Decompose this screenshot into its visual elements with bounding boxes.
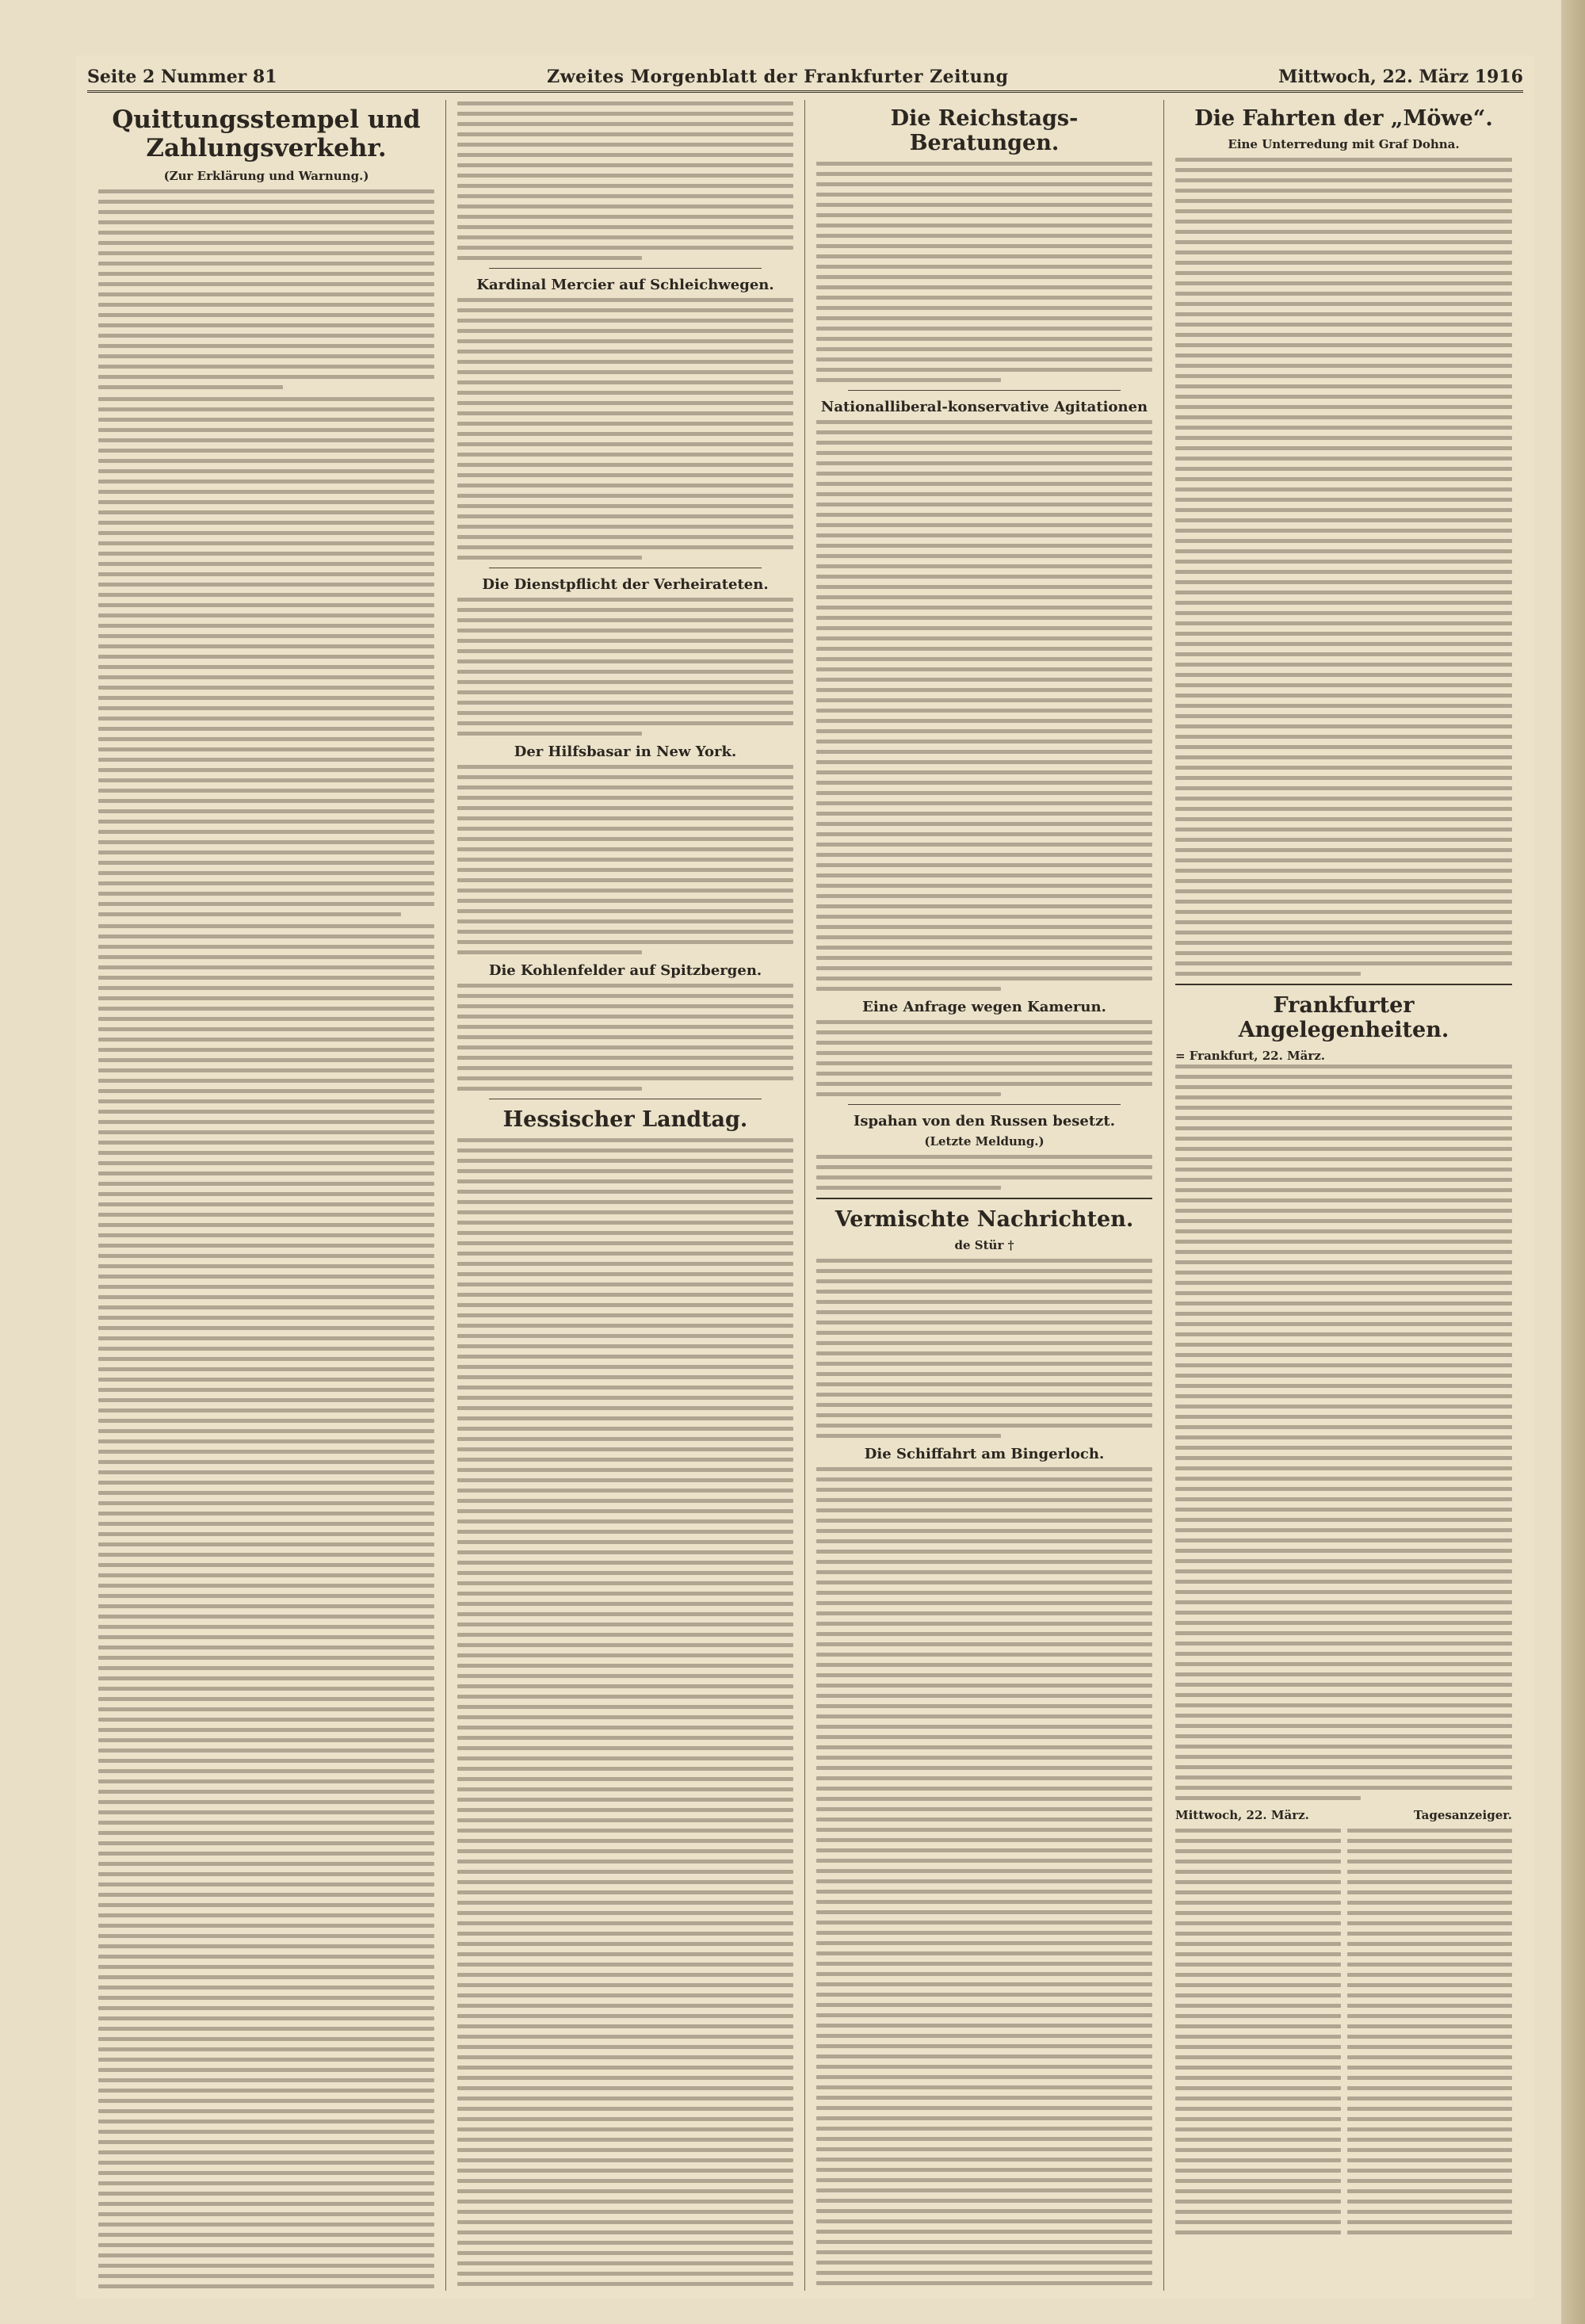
- subhead-letzte-meldung: (Letzte Meldung.): [924, 1134, 1045, 1149]
- article-body: [1175, 1065, 1512, 1800]
- headline-hessischer-landtag: Hessischer Landtag.: [502, 1107, 748, 1132]
- headline-vermischte-nachrichten: Vermischte Nachrichten.: [835, 1207, 1134, 1233]
- divider: [489, 268, 762, 269]
- tagesanzeiger-right: [1347, 1829, 1513, 2241]
- article-body: [816, 420, 1152, 991]
- article-body: [457, 298, 793, 560]
- article-body: [457, 598, 793, 736]
- article-body: [98, 189, 434, 389]
- headline-kamerun: Eine Anfrage wegen Kamerun.: [862, 999, 1106, 1016]
- headline-agitationen: Nationalliberal-konservative Agitationen: [820, 399, 1148, 416]
- article-body: [1175, 158, 1512, 976]
- subhead-de-stuer: de Stür †: [954, 1238, 1014, 1253]
- subhead-graf-dohna: Eine Unterredung mit Graf Dohna.: [1228, 137, 1460, 152]
- article-body: [816, 1467, 1152, 2291]
- newspaper-page: [76, 55, 1534, 2299]
- column-1: [87, 100, 446, 2291]
- masthead-title: Zweites Morgenblatt der Frankfurter Zeitung: [547, 67, 1009, 87]
- divider: [848, 1104, 1121, 1105]
- tagesanzeiger: [1175, 1808, 1512, 2241]
- tagesanzeiger-header: [1175, 1808, 1512, 1822]
- headline-quittungsstempel: Quittungsstempel und Zahlungsverkehr.: [112, 105, 421, 162]
- column-2: [446, 100, 805, 2291]
- column-3: [805, 100, 1164, 2291]
- headline-kohlenfelder: Die Kohlenfelder auf Spitzbergen.: [488, 962, 762, 979]
- dateline-frankfurt: = Frankfurt, 22. März.: [1175, 1049, 1326, 1064]
- tagesanzeiger-left: [1175, 1829, 1341, 2241]
- page-edge: [1561, 0, 1585, 2324]
- subhead-erklaerung: (Zur Erklärung und Warnung.): [163, 169, 369, 184]
- article-body: [457, 101, 793, 260]
- article-body: [457, 1138, 793, 2291]
- columns: [87, 100, 1523, 2291]
- article-body: [816, 1020, 1152, 1096]
- headline-mercier: Kardinal Mercier auf Schleichwegen.: [476, 277, 774, 293]
- article-body: [98, 924, 434, 2291]
- divider: [816, 1198, 1152, 1199]
- article-body: [98, 397, 434, 916]
- masthead-date: Mittwoch, 22. März 1916: [1278, 67, 1523, 87]
- tagesanzeiger-title: Tagesanzeiger.: [1413, 1808, 1512, 1823]
- headline-hilfsbasar: Der Hilfsbasar in New York.: [514, 743, 737, 760]
- headline-moewe: Die Fahrten der „Möwe“.: [1194, 106, 1493, 131]
- headline-reichstag: Die Reichstags-Beratungen.: [890, 106, 1079, 156]
- masthead: [87, 63, 1523, 93]
- article-body: [816, 1155, 1152, 1190]
- article-body: [816, 1259, 1152, 1438]
- article-body: [816, 162, 1152, 382]
- column-4: [1164, 100, 1523, 2291]
- article-body: [457, 984, 793, 1091]
- divider: [848, 390, 1121, 391]
- headline-ispahan: Ispahan von den Russen besetzt.: [854, 1113, 1115, 1130]
- headline-dienstpflicht: Die Dienstpflicht der Verheirateten.: [482, 576, 769, 593]
- headline-bingerloch: Die Schiffahrt am Bingerloch.: [864, 1446, 1105, 1463]
- headline-frankfurter-angelegenheiten: Frankfurter Angelegenheiten.: [1238, 993, 1449, 1043]
- article-body: [457, 765, 793, 954]
- masthead-page-number: Seite 2 Nummer 81: [87, 67, 277, 87]
- tagesanzeiger-date: Mittwoch, 22. März.: [1175, 1808, 1309, 1823]
- divider: [1175, 984, 1512, 985]
